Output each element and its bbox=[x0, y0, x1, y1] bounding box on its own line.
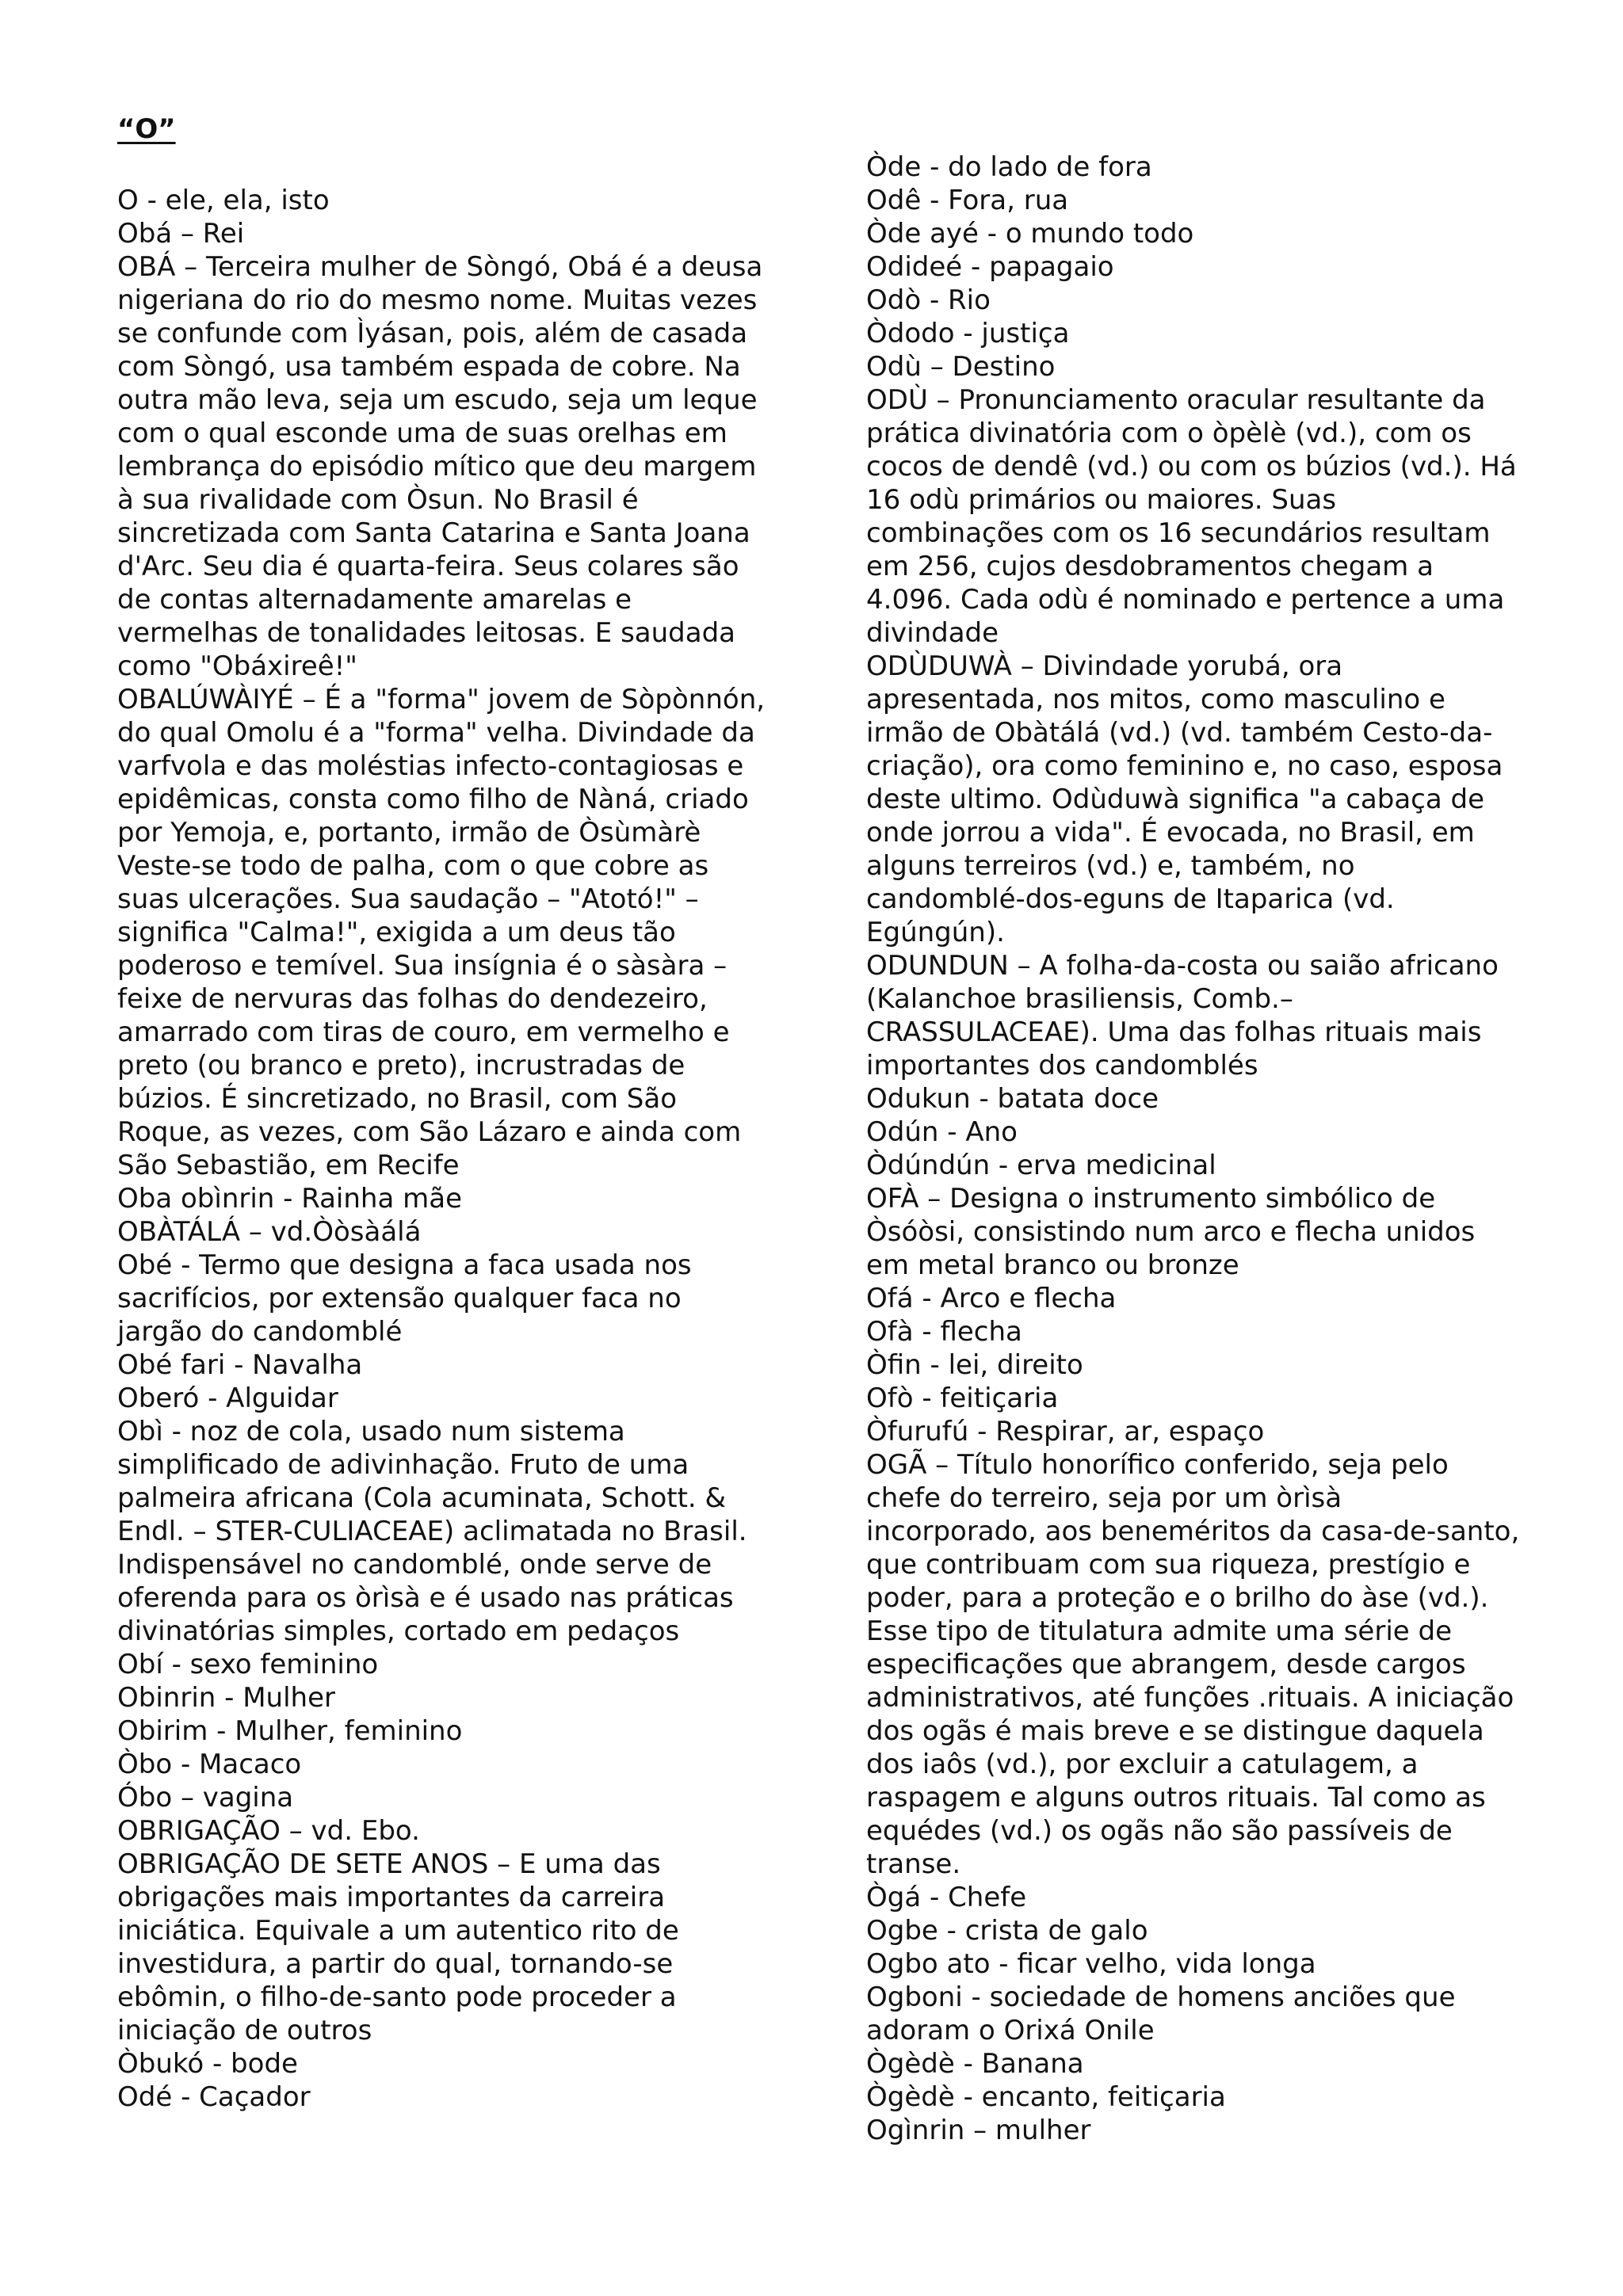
dictionary-entry: Óbo – vagina bbox=[117, 1782, 294, 1814]
dictionary-entry: ODÙDUWÀ – Divindade yorubá, ora apresentada, nos mitos, como masculino e irmão de Obàtálá (vd.) (vd. também Cesto-da-criação), ora como feminino e, no caso, esposa deste ultimo. Odùduwà significa "a cabaça de onde jorrou a vida". É evocada, no Brasil, em alguns terreiros (vd.) e, também, no candomblé-dos-eguns de Itaparica (vd. Egúngún). bbox=[866, 650, 1503, 948]
dictionary-entry: Obé fari - Navalha bbox=[117, 1349, 363, 1381]
dictionary-entry: Ofò - feitiçaria bbox=[866, 1383, 1059, 1414]
dictionary-entry: Obirim - Mulher, feminino bbox=[117, 1715, 463, 1747]
dictionary-entry: Odideé - papagaio bbox=[866, 251, 1114, 283]
dictionary-entry: OFÀ – Designa o instrumento simbólico de Òsóòsi, consistindo num arco e flecha unidos em metal branco ou bronze bbox=[866, 1183, 1476, 1281]
dictionary-entry: Òbukó - bode bbox=[117, 2048, 298, 2080]
dictionary-entry: Ofà - flecha bbox=[866, 1316, 1022, 1348]
section-heading: “O” bbox=[117, 113, 176, 145]
dictionary-entry: Ogboni - sociedade de homens anciões que adoram o Orixá Onile bbox=[866, 1981, 1456, 2046]
dictionary-entry: Òde ayé - o mundo todo bbox=[866, 218, 1194, 250]
dictionary-entry: Òbo - Macaco bbox=[117, 1749, 302, 1780]
dictionary-entry: Oberó - Alguidar bbox=[117, 1383, 338, 1414]
dictionary-entry: Ògèdè - encanto, feitiçaria bbox=[866, 2081, 1226, 2113]
dictionary-entry: Ofá - Arco e flecha bbox=[866, 1283, 1117, 1314]
dictionary-entry: O - ele, ela, isto bbox=[117, 185, 330, 216]
dictionary-entry: Ogbe - crista de galo bbox=[866, 1915, 1148, 1947]
dictionary-entry: Obé - Termo que designa a faca usada nos sacrifícios, por extensão qualquer faca no jargão do candomblé bbox=[117, 1249, 692, 1348]
dictionary-entry: Ògèdè - Banana bbox=[866, 2048, 1084, 2080]
dictionary-entry: OBALÚWÀIYÉ – É a "forma" jovem de Sòpònnón, do qual Omolu é a "forma" velha. Divindade da varfvola e das moléstias infecto-contagiosas e epidêmicas, consta como filho de Nàná, criado por Yemoja, e, portanto, irmão de Òsùmàrè Veste-se todo de palha, com o que cobre as suas ulcerações. Sua saudação – "Atotó!" – significa "Calma!", exigida a um deus tão poderoso e temível. Sua insígnia é o sàsàra – feixe de nervuras das folhas do dendezeiro, amarrado com tiras de couro, em vermelho e preto (ou branco e preto), incrustradas de búzios. É sincretizado, no Brasil, com São Roque, as vezes, com São Lázaro e ainda com São Sebastião, em Recife bbox=[117, 684, 766, 1181]
dictionary-entry: OGÃ – Título honorífico conferido, seja pelo chefe do terreiro, seja por um òrìsà incorporado, aos beneméritos da casa-de-santo, que contribuam com sua riqueza, prestígio e poder, para a proteção e o brilho do àse (vd.). Esse tipo de titulatura admite uma série de especificações que abrangem, desde cargos administrativos, até funções .rituais. A iniciação dos ogãs é mais breve e se distingue daquela dos iaôs (vd.), por excluir a catulagem, a raspagem e alguns outros rituais. Tal como as equédes (vd.) os ogãs não são passíveis de transe. bbox=[866, 1449, 1520, 1880]
dictionary-entry: OBRIGAÇÃO DE SETE ANOS – E uma das obrigações mais importantes da carreira iniciática. Equivale a um autentico rito de investidura, a partir do qual, tornando-se ebômin, o filho-de-santo pode proceder a iniciação de outros bbox=[117, 1848, 679, 2046]
dictionary-entry: Odé - Caçador bbox=[117, 2081, 311, 2113]
left-column bbox=[117, 184, 771, 2114]
dictionary-entry: Obá – Rei bbox=[117, 218, 245, 250]
dictionary-entry: Ogìnrin – mulher bbox=[866, 2115, 1091, 2146]
dictionary-entry: Obinrin - Mulher bbox=[117, 1682, 335, 1714]
dictionary-entry: OBÁ – Terceira mulher de Sòngó, Obá é a deusa nigeriana do rio do mesmo nome. Muitas vezes se confunde com Ìyásan, pois, além de casada com Sòngó, usa também espada de cobre. Na outra mão leva, seja um escudo, seja um leque com o qual esconde uma de suas orelhas em lembrança do episódio mítico que deu margem à sua rivalidade com Òsun. No Brasil é sincretizada com Santa Catarina e Santa Joana d'Arc. Seu dia é quarta-feira. Seus colares são de contas alternadamente amarelas e vermelhas de tonalidades leitosas. E saudada como "Obáxireê!" bbox=[117, 251, 763, 682]
dictionary-entry: Odún - Ano bbox=[866, 1116, 1018, 1148]
dictionary-entry: Odò - Rio bbox=[866, 284, 991, 316]
dictionary-entry: Odù – Destino bbox=[866, 351, 1056, 383]
dictionary-entry: Obí - sexo feminino bbox=[117, 1649, 379, 1680]
dictionary-entry: OBÀTÁLÁ – vd.Òòsàálá bbox=[117, 1216, 422, 1248]
dictionary-entry: Ogbo ato - ficar velho, vida longa bbox=[866, 1948, 1316, 1980]
dictionary-entry: Òfurufú - Respirar, ar, espaço bbox=[866, 1416, 1265, 1447]
dictionary-entry: ODUNDUN – A folha-da-costa ou saião africano (Kalanchoe brasiliensis, Comb.– CRASSULACEAE). Uma das folhas rituais mais importantes dos candomblés bbox=[866, 950, 1499, 1081]
dictionary-entry: Oba obìnrin - Rainha mãe bbox=[117, 1183, 462, 1215]
dictionary-entry: ODÙ – Pronunciamento oracular resultante da prática divinatória com o òpèlè (vd.), com os cocos de dendê (vd.) ou com os búzios (vd.). Há 16 odù primários ou maiores. Suas combinações com os 16 secundários resultam em 256, cujos desdobramentos chegam a 4.096. Cada odù é nominado e pertence a uma divindade bbox=[866, 384, 1517, 649]
dictionary-entry: Òdodo - justiça bbox=[866, 318, 1070, 349]
dictionary-entry: OBRIGAÇÃO – vd. Ebo. bbox=[117, 1815, 420, 1847]
dictionary-entry: Odê - Fora, rua bbox=[866, 185, 1069, 216]
dictionary-entry: Òdúndún - erva medicinal bbox=[866, 1150, 1216, 1181]
dictionary-entry: Òfin - lei, direito bbox=[866, 1349, 1083, 1381]
right-column bbox=[866, 151, 1520, 2147]
dictionary-entry: Òde - do lado de fora bbox=[866, 151, 1152, 183]
dictionary-entry: Obì - noz de cola, usado num sistema simplificado de adivinhação. Fruto de uma palmeira africana (Cola acuminata, Schott. & Endl. – STER-CULIACEAE) aclimatada no Brasil. Indispensável no candomblé, onde serve de oferenda para os òrìsà e é usado nas práticas divinatórias simples, cortado em pedaços bbox=[117, 1416, 747, 1647]
dictionary-entry: Odukun - batata doce bbox=[866, 1083, 1159, 1115]
dictionary-entry: Ògá - Chefe bbox=[866, 1882, 1027, 1913]
